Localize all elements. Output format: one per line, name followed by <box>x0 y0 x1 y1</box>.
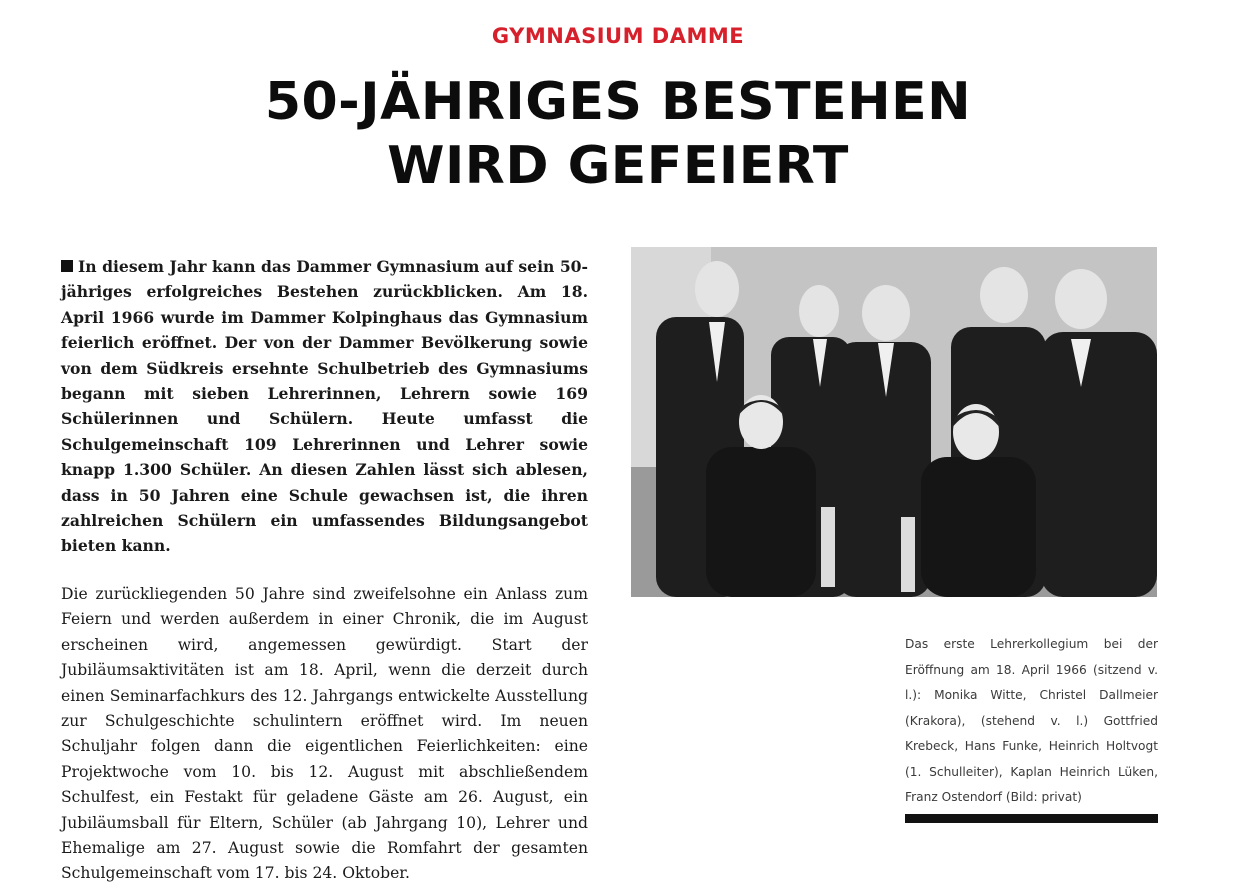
headline-line-1: 50-JÄHRIGES BESTEHEN <box>264 72 972 132</box>
section-kicker: GYMNASIUM DAMME <box>491 24 745 48</box>
group-photo <box>631 247 1157 597</box>
headline <box>0 70 1236 198</box>
square-bullet-icon <box>61 260 73 272</box>
lead-paragraph <box>61 254 588 559</box>
headline-line-2: WIRD GEFEIERT <box>387 136 849 196</box>
lead-text: In diesem Jahr kann das Dammer Gymnasium auf sein 50-jähriges erfolgreiches Bestehen zurückblicken. Am 18. April 1966 wurde im Dammer Kolpinghaus das Gymnasium feierlich eröffnet. Der von der Dammer Bevölkerung sowie von dem Südkreis ersehnte Schulbetrieb des Gymnasiums begann mit sieben Lehrerinnen, Lehrern sowie 169 Schülerinnen und Schülern. Heute umfasst die Schulgemeinschaft 109 Lehrerinnen und Lehrer sowie knapp 1.300 Schüler. An diesen Zahlen lässt sich ablesen, dass in 50 Jahren eine Schule gewachsen ist, die ihren zahlreichen Schülern ein umfassendes Bildungsangebot bieten kann. <box>61 257 588 556</box>
caption-rule <box>905 814 1158 823</box>
body-paragraph: Die zurückliegenden 50 Jahre sind zweifelsohne ein Anlass zum Feiern und werden außerdem in einer Chronik, die im August erscheinen wird, angemessen gewürdigt. Start der Jubiläumsaktivitäten ist am 18. April, wenn die derzeit durch einen Seminarfachkurs des 12. Jahrgangs entwickelte Ausstellung zur Schulgeschichte schulintern eröffnet wird. Im neuen Schuljahr folgen dann die eigentlichen Feierlichkeiten: eine Projektwoche vom 10. bis 12. August mit abschließendem Schulfest, ein Festakt für geladene Gäste am 26. August, ein Jubiläumsball für Eltern, Schüler (ab Jahrgang 10), Lehrer und Ehemalige am 27. August sowie die Romfahrt der gesamten Schulgemeinschaft vom 17. bis 24. Oktober. <box>61 584 588 883</box>
article-text-column <box>61 254 588 887</box>
group-photo-illustration <box>631 247 1157 597</box>
photo-caption: Das erste Lehrerkollegium bei der Eröffnung am 18. April 1966 (sitzend v. l.): Monika Witte, Christel Dallmeier (Krakora), (stehend v. l.) Gottfried Krebeck, Hans Funke, Heinrich Holtvogt (1. Schulleiter), Kaplan Heinrich Lüken, Franz Ostendorf (Bild: privat) <box>905 637 1158 804</box>
